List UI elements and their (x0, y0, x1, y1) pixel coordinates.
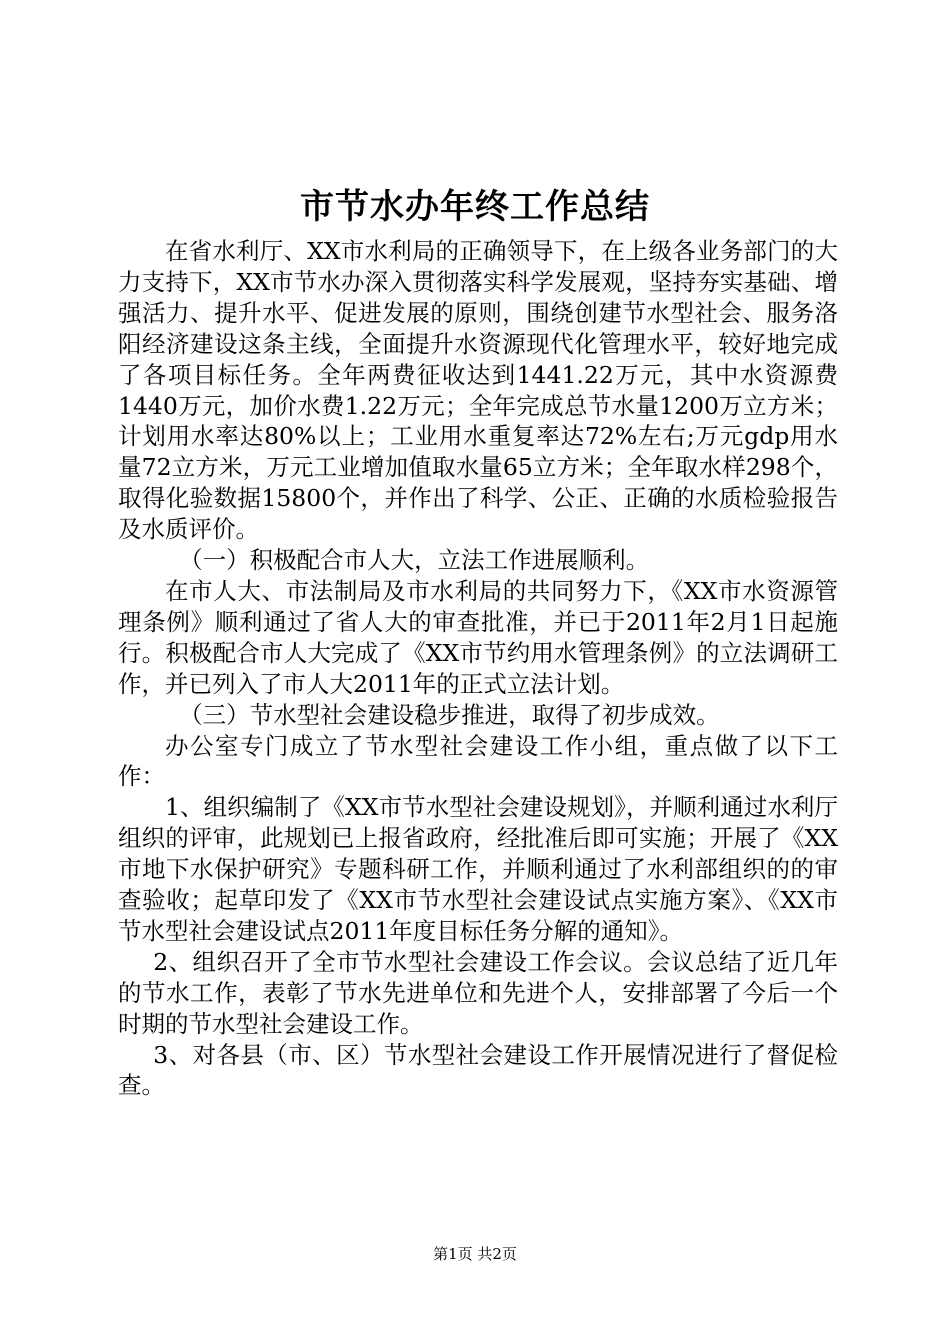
document-title: 市节水办年终工作总结 (300, 187, 650, 227)
page-number-footer: 第1页 共2页 (433, 1245, 517, 1263)
section-heading-1: （一）积极配合市人大，立法工作进展顺利。 (179, 546, 650, 575)
list-item-2: 2、组织召开了全市节水型社会建设工作会议。会议总结了近几年的节水工作，表彰了节水先进单位和先进个人，安排部署了今后一个时期的节水型社会建设工作。 (118, 947, 838, 1038)
list-item-1: 1、组织编制了《XX市节水型社会建设规划》，并顺利通过水利厅组织的评审，此规划已上报省政府，经批准后即可实施；开展了《XX市地下水保护研究》专题科研工作，并顺利通过了水利部组织的的审查验收；起草印发了《XX市节水型社会建设试点实施方案》、《XX市节水型社会建设试点2011年度目标任务分解的通知》。 (118, 793, 838, 945)
list-item-3: 3、对各县（市、区）节水型社会建设工作开展情况进行了督促检查。 (118, 1040, 838, 1100)
section-heading-3: （三）节水型社会建设稳步推进，取得了初步成效。 (179, 700, 720, 729)
legislation-paragraph: 在市人大、市法制局及市水利局的共同努力下，《XX市水资源管理条例》顺利通过了省人大的审查批准，并已于2011年2月1日起施行。积极配合市人大完成了《XX市节约用水管理条例》的立法调研工作，并已列入了市人大2011年的正式立法计划。 (118, 576, 838, 698)
document-body (118, 236, 838, 1101)
intro-paragraph: 在省水利厅、XX市水利局的正确领导下，在上级各业务部门的大力支持下，XX市节水办深入贯彻落实科学发展观，坚持夯实基础、增强活力、提升水平、促进发展的原则，围绕创建节水型社会、服务洛阳经济建设这条主线，全面提升水资源现代化管理水平，较好地完成了各项目标任务。全年两费征收达到1441.22万元，其中水资源费1440万元，加价水费1.22万元；全年完成总节水量1200万立方米；计划用水率达80%以上；工业用水重复率达72%左右;万元gdp用水量72立方米，万元工业增加值取水量65立方米；全年取水样298个，取得化验数据15800个，并作出了科学、公正、正确的水质检验报告及水质评价。 (118, 237, 838, 544)
working-group-paragraph: 办公室专门成立了节水型社会建设工作小组，重点做了以下工作： (118, 731, 838, 791)
